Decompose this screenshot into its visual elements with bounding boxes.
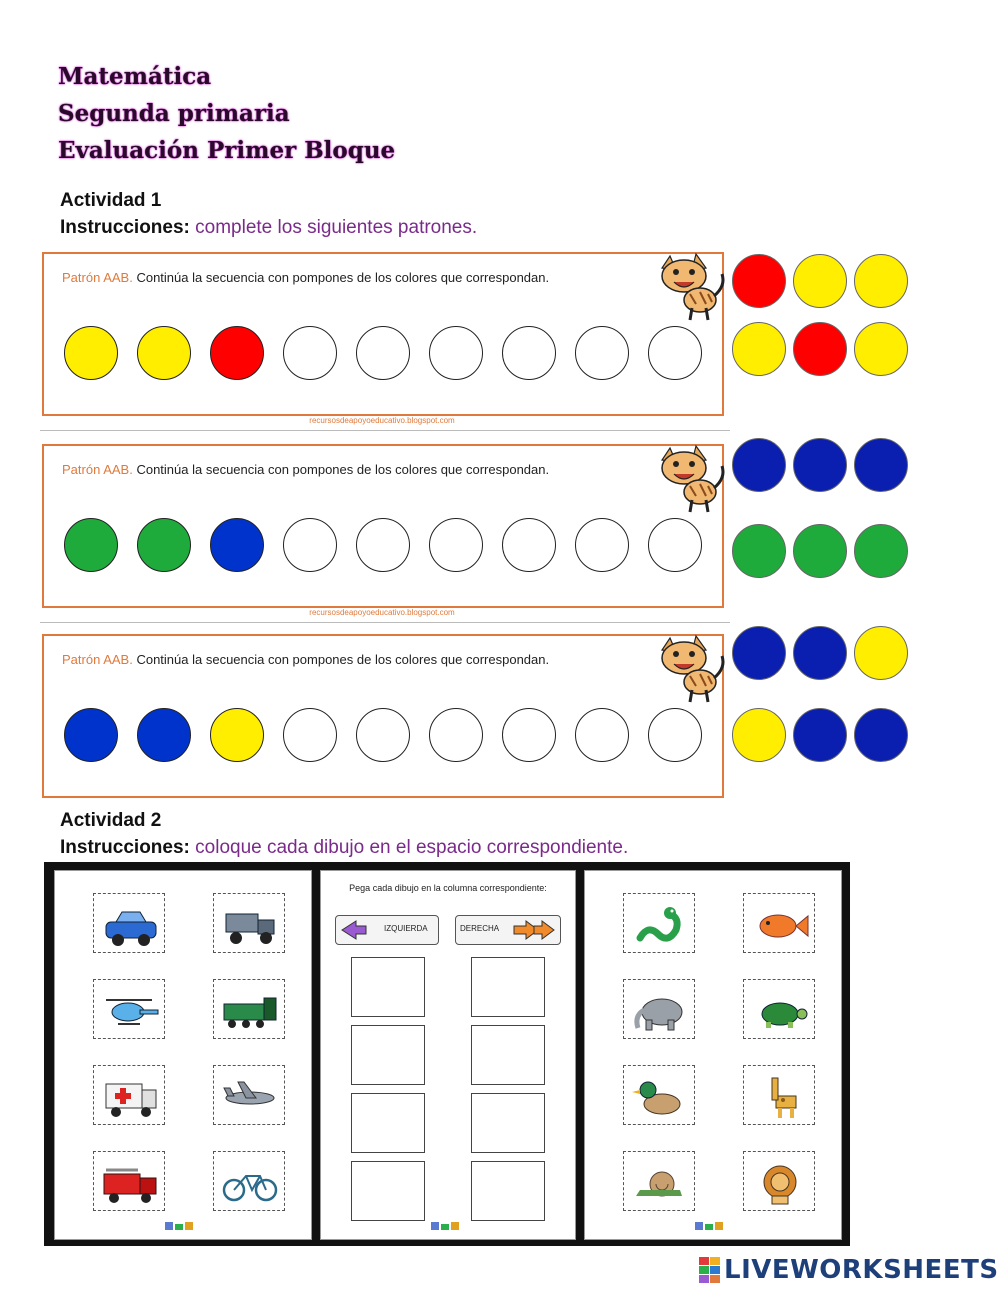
draggable-red-pompom[interactable] — [732, 254, 786, 308]
right-column-label: DERECHA — [460, 924, 500, 933]
pattern-empty-slot[interactable] — [575, 518, 629, 572]
draggable-yellow-pompom[interactable] — [732, 708, 786, 762]
pattern-card-2 — [42, 444, 724, 608]
vehicles-panel — [54, 870, 312, 1240]
draggable-picture-tile[interactable] — [623, 979, 695, 1039]
fire-truck-icon — [100, 1158, 160, 1206]
giraffe-icon — [750, 1072, 810, 1120]
draggable-picture-tile[interactable] — [623, 1065, 695, 1125]
left-drop-box-4[interactable] — [351, 1161, 425, 1221]
dump-truck-icon — [220, 900, 280, 948]
instructions-label: Instrucciones: — [60, 837, 190, 858]
cat-icon — [650, 246, 730, 322]
draggable-navy-pompom[interactable] — [793, 626, 847, 680]
grade-title: Segunda primaria — [58, 100, 290, 127]
pattern-card-text — [62, 270, 549, 285]
pattern-empty-slot[interactable] — [575, 326, 629, 380]
draggable-navy-pompom[interactable] — [854, 438, 908, 492]
pattern-empty-slot[interactable] — [502, 326, 556, 380]
draggable-yellow-pompom[interactable] — [793, 254, 847, 308]
lion-icon — [750, 1158, 810, 1206]
draggable-picture-tile[interactable] — [93, 1151, 165, 1211]
draggable-picture-tile[interactable] — [213, 1151, 285, 1211]
draggable-picture-tile[interactable] — [743, 979, 815, 1039]
draggable-picture-tile[interactable] — [93, 893, 165, 953]
right-drop-box-2[interactable] — [471, 1025, 545, 1085]
pattern-given-circle — [64, 518, 118, 572]
right-drop-box-3[interactable] — [471, 1093, 545, 1153]
left-column-header — [335, 915, 439, 945]
orange-arrow-right-icon — [512, 919, 556, 941]
instructions-text: coloque cada dibujo en el espacio correspondiente. — [195, 837, 629, 858]
snake-icon — [630, 900, 690, 948]
instructions-text: complete los siguientes patrones. — [195, 217, 478, 238]
left-drop-box-3[interactable] — [351, 1093, 425, 1153]
bicycle-icon — [220, 1158, 280, 1206]
pattern-empty-slot[interactable] — [575, 708, 629, 762]
pattern-given-circle — [137, 708, 191, 762]
draggable-green-pompom[interactable] — [793, 524, 847, 578]
turtle-icon — [750, 986, 810, 1034]
small-logo-icon — [163, 1219, 201, 1233]
right-column-header — [455, 915, 561, 945]
divider — [40, 430, 730, 431]
draggable-navy-pompom[interactable] — [793, 438, 847, 492]
airplane-icon — [220, 1072, 280, 1120]
train-icon — [220, 986, 280, 1034]
source-credit: recursosdeapoyoeducativo.blogspot.com — [309, 608, 455, 617]
sorting-heading: Pega cada dibujo en la columna correspondiente: — [349, 883, 547, 893]
purple-arrow-left-icon — [340, 919, 368, 941]
pattern-empty-slot[interactable] — [429, 708, 483, 762]
pattern-card-1 — [42, 252, 724, 416]
pattern-empty-slot[interactable] — [648, 326, 702, 380]
source-credit: recursosdeapoyoeducativo.blogspot.com — [309, 416, 455, 425]
draggable-picture-tile[interactable] — [213, 893, 285, 953]
draggable-green-pompom[interactable] — [854, 524, 908, 578]
pattern-empty-slot[interactable] — [356, 518, 410, 572]
activity-2-title: Actividad 2 — [60, 810, 162, 831]
pattern-empty-slot[interactable] — [429, 326, 483, 380]
draggable-picture-tile[interactable] — [623, 893, 695, 953]
pattern-given-circle — [137, 518, 191, 572]
elephant-icon — [630, 986, 690, 1034]
activity-2-board — [44, 862, 850, 1246]
draggable-navy-pompom[interactable] — [732, 626, 786, 680]
pattern-empty-slot[interactable] — [283, 326, 337, 380]
draggable-yellow-pompom[interactable] — [854, 322, 908, 376]
small-logo-icon — [693, 1219, 731, 1233]
draggable-picture-tile[interactable] — [213, 1065, 285, 1125]
small-logo-icon — [429, 1219, 467, 1233]
activity-2-instructions — [60, 837, 628, 859]
liveworksheets-logo-icon — [698, 1256, 722, 1284]
draggable-yellow-pompom[interactable] — [854, 626, 908, 680]
pattern-type-label: Patrón AAB. — [62, 270, 133, 285]
pattern-given-circle — [64, 708, 118, 762]
activity-1-title: Actividad 1 — [60, 190, 162, 211]
draggable-green-pompom[interactable] — [732, 524, 786, 578]
pattern-empty-slot[interactable] — [502, 708, 556, 762]
animals-panel — [584, 870, 842, 1240]
left-drop-box-2[interactable] — [351, 1025, 425, 1085]
pattern-instructions: Continúa la secuencia con pompones de los colores que correspondan. — [136, 270, 550, 285]
right-drop-box-4[interactable] — [471, 1161, 545, 1221]
pattern-empty-slot[interactable] — [283, 708, 337, 762]
pattern-instructions: Continúa la secuencia con pompones de los colores que correspondan. — [136, 462, 550, 477]
pattern-given-circle — [210, 326, 264, 380]
draggable-navy-pompom[interactable] — [854, 708, 908, 762]
left-column-label: IZQUIERDA — [384, 924, 428, 933]
draggable-yellow-pompom[interactable] — [732, 322, 786, 376]
liveworksheets-brand: LIVEWORKSHEETS — [724, 1255, 999, 1285]
fish-icon — [750, 900, 810, 948]
pattern-type-label: Patrón AAB. — [62, 652, 133, 667]
divider — [40, 622, 730, 623]
evaluation-title: Evaluación Primer Bloque — [58, 137, 396, 164]
pattern-card-text — [62, 652, 549, 667]
pattern-empty-slot[interactable] — [502, 518, 556, 572]
draggable-picture-tile[interactable] — [743, 893, 815, 953]
pattern-card-3 — [42, 634, 724, 798]
subject-title: Matemática — [58, 63, 212, 90]
draggable-picture-tile[interactable] — [93, 1065, 165, 1125]
pattern-instructions: Continúa la secuencia con pompones de los colores que correspondan. — [136, 652, 550, 667]
pattern-given-circle — [210, 708, 264, 762]
cat-icon — [650, 438, 730, 514]
ambulance-icon — [100, 1072, 160, 1120]
helicopter-icon — [100, 986, 160, 1034]
draggable-navy-pompom[interactable] — [732, 438, 786, 492]
draggable-red-pompom[interactable] — [793, 322, 847, 376]
pattern-empty-slot[interactable] — [648, 518, 702, 572]
pattern-given-circle — [137, 326, 191, 380]
instructions-label: Instrucciones: — [60, 217, 190, 238]
draggable-picture-tile[interactable] — [743, 1151, 815, 1211]
activity-1-instructions — [60, 217, 477, 239]
draggable-yellow-pompom[interactable] — [854, 254, 908, 308]
left-drop-box-1[interactable] — [351, 957, 425, 1017]
draggable-navy-pompom[interactable] — [793, 708, 847, 762]
snail-icon — [630, 1158, 690, 1206]
pattern-given-circle — [210, 518, 264, 572]
duck-icon — [630, 1072, 690, 1120]
draggable-picture-tile[interactable] — [213, 979, 285, 1039]
pattern-empty-slot[interactable] — [648, 708, 702, 762]
pattern-type-label: Patrón AAB. — [62, 462, 133, 477]
draggable-picture-tile[interactable] — [743, 1065, 815, 1125]
pattern-empty-slot[interactable] — [283, 518, 337, 572]
pattern-given-circle — [64, 326, 118, 380]
cat-icon — [650, 628, 730, 704]
right-drop-box-1[interactable] — [471, 957, 545, 1017]
pattern-empty-slot[interactable] — [429, 518, 483, 572]
pattern-empty-slot[interactable] — [356, 326, 410, 380]
draggable-picture-tile[interactable] — [93, 979, 165, 1039]
car-icon — [100, 900, 160, 948]
draggable-picture-tile[interactable] — [623, 1151, 695, 1211]
pattern-card-text — [62, 462, 549, 477]
sorting-panel — [320, 870, 576, 1240]
pattern-empty-slot[interactable] — [356, 708, 410, 762]
